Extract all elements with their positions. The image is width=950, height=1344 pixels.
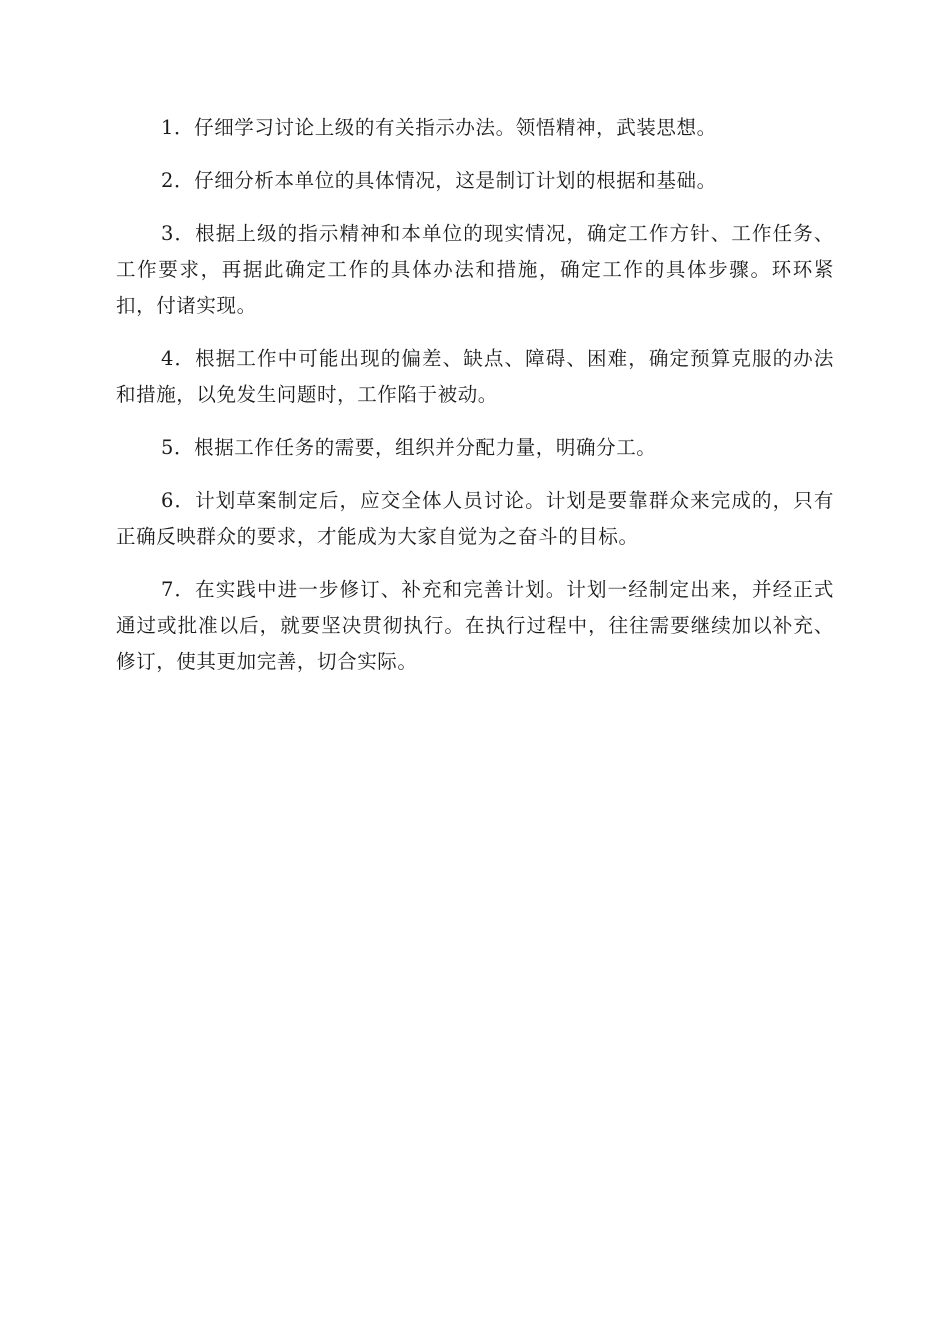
- document-body: [116, 110, 834, 697]
- paragraph-step-5: 5．根据工作任务的需要，组织并分配力量，明确分工。: [161, 436, 657, 459]
- paragraph-step-6: 6．计划草案制定后，应交全体人员讨论。计划是要靠群众来完成的，只有正确反映群众的要求，才能成为大家自觉为之奋斗的目标。: [116, 489, 834, 548]
- paragraph-step-3: 3．根据上级的指示精神和本单位的现实情况，确定工作方针、工作任务、工作要求，再据此确定工作的具体办法和措施，确定工作的具体步骤。环环紧扣，付诸实现。: [116, 222, 834, 317]
- paragraph-step-4: 4．根据工作中可能出现的偏差、缺点、障碍、困难，确定预算克服的办法和措施，以免发生问题时，工作陷于被动。: [116, 347, 834, 406]
- paragraph-step-1: 1．仔细学习讨论上级的有关指示办法。领悟精神，武装思想。: [161, 116, 717, 139]
- paragraph-step-2: 2．仔细分析本单位的具体情况，这是制订计划的根据和基础。: [161, 169, 717, 192]
- paragraph-step-7: 7．在实践中进一步修订、补充和完善计划。计划一经制定出来，并经正式通过或批准以后，就要坚决贯彻执行。在执行过程中，往往需要继续加以补充、修订，使其更加完善，切合实际。: [116, 578, 834, 673]
